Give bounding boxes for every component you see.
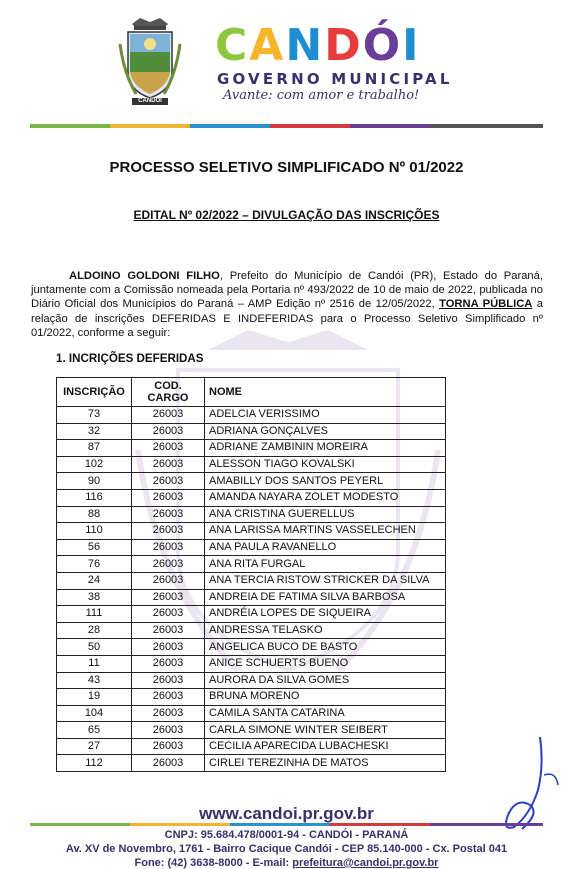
cell-cod-cargo: 26003	[132, 407, 205, 424]
cell-inscricao: 32	[57, 423, 132, 440]
table-row	[57, 456, 446, 473]
cell-nome: AMANDA NAYARA ZOLET MODESTO	[205, 489, 446, 506]
footer-contact	[0, 857, 573, 869]
cell-inscricao: 73	[57, 407, 132, 424]
cell-cod-cargo: 26003	[132, 639, 205, 656]
table-row	[57, 606, 446, 623]
table-row	[57, 722, 446, 739]
cell-cod-cargo: 26003	[132, 738, 205, 755]
cell-cod-cargo: 26003	[132, 506, 205, 523]
cell-nome: CECILIA APARECIDA LUBACHESKI	[205, 738, 446, 755]
cell-inscricao: 11	[57, 655, 132, 672]
cell-nome: BRUNA MORENO	[205, 689, 446, 706]
cell-nome: ADRIANA GONÇALVES	[205, 423, 446, 440]
cell-nome: AURORA DA SILVA GOMES	[205, 672, 446, 689]
brand-slogan: Avante: com amor e trabalho!	[223, 88, 420, 103]
intro-text-2: a relação de inscrições DEFERIDAS E INDEFERIDAS para o Processo Seletivo Simplificado nº 01/2022, conforme a seguir:	[31, 298, 543, 339]
brand-logo	[215, 20, 453, 106]
cell-inscricao: 43	[57, 672, 132, 689]
footer-email-link[interactable]: prefeitura@candoi.pr.gov.br	[292, 857, 439, 869]
cell-cod-cargo: 26003	[132, 705, 205, 722]
footer-phone: Fone: (42) 3638-8000 - E-mail:	[134, 857, 293, 869]
mayor-name: ALDOINO GOLDONI FILHO	[69, 270, 220, 282]
footer-color-rule	[30, 823, 543, 826]
inscriptions-table	[56, 377, 446, 772]
brand-subtitle: GOVERNO MUNICIPAL	[217, 70, 453, 88]
cell-cod-cargo: 26003	[132, 572, 205, 589]
cell-cod-cargo: 26003	[132, 423, 205, 440]
cell-cod-cargo: 26003	[132, 589, 205, 606]
cell-cod-cargo: 26003	[132, 489, 205, 506]
cell-nome: ANGELICA BUCO DE BASTO	[205, 639, 446, 656]
intro-text-1: , Prefeito do Município de Candói (PR), Estado do Paraná, juntamente com a Comissão nomeada pela Portaria nº 493/2022 de 10 de maio de 2022, publicada no Diário Oficial dos Municípios do Paraná – AMP Edição nº 2516 de 12/05/2022,	[31, 270, 543, 311]
cell-inscricao: 102	[57, 456, 132, 473]
column-header-cod-cargo: COD. CARGO	[132, 378, 205, 407]
table-row	[57, 689, 446, 706]
brand-wordmark	[215, 22, 421, 70]
cell-inscricao: 65	[57, 722, 132, 739]
brand-letter: Ó	[362, 20, 403, 71]
cell-inscricao: 112	[57, 755, 132, 772]
table-row	[57, 672, 446, 689]
cell-nome: ANDRÉIA LOPES DE SIQUEIRA	[205, 606, 446, 623]
table-header-row	[57, 378, 446, 407]
cell-nome: ADELCIA VERISSIMO	[205, 407, 446, 424]
table-row	[57, 738, 446, 755]
table-row	[57, 622, 446, 639]
cell-cod-cargo: 26003	[132, 523, 205, 540]
brand-letter: A	[249, 20, 286, 71]
table-row	[57, 489, 446, 506]
intro-emphasis: TORNA PÚBLICA	[439, 298, 533, 311]
table-row	[57, 572, 446, 589]
cell-nome: ALESSON TIAGO KOVALSKI	[205, 456, 446, 473]
cell-cod-cargo: 26003	[132, 556, 205, 573]
cell-cod-cargo: 26003	[132, 606, 205, 623]
footer-address: Av. XV de Novembro, 1761 - Bairro Cacique Candói - CEP 85.140-000 - Cx. Postal 041	[65, 843, 508, 855]
municipal-crest-icon	[118, 14, 182, 106]
cell-cod-cargo: 26003	[132, 440, 205, 457]
cell-inscricao: 24	[57, 572, 132, 589]
cell-nome: CAMILA SANTA CATARINA	[205, 705, 446, 722]
cell-nome: ANA CRISTINA GUERELLUS	[205, 506, 446, 523]
footer-cnpj: CNPJ: 95.684.478/0001-94 - CANDÓI - PARANÁ	[164, 829, 409, 841]
cell-inscricao: 88	[57, 506, 132, 523]
cell-inscricao: 27	[57, 738, 132, 755]
table-row	[57, 655, 446, 672]
cell-cod-cargo: 26003	[132, 456, 205, 473]
section-heading: 1. INCRIÇÕES DEFERIDAS	[56, 352, 204, 365]
cell-inscricao: 56	[57, 539, 132, 556]
cell-inscricao: 38	[57, 589, 132, 606]
cell-cod-cargo: 26003	[132, 672, 205, 689]
table-row	[57, 407, 446, 424]
table-row	[57, 473, 446, 490]
cell-nome: CIRLEI TEREZINHA DE MATOS	[205, 755, 446, 772]
crest-label: CANDÓI	[138, 98, 162, 104]
cell-nome: ANA RITA FURGAL	[205, 556, 446, 573]
cell-nome: CARLA SIMONE WINTER SEIBERT	[205, 722, 446, 739]
table-row	[57, 556, 446, 573]
cell-cod-cargo: 26003	[132, 473, 205, 490]
table-row	[57, 506, 446, 523]
table-body	[57, 407, 446, 772]
table-row	[57, 639, 446, 656]
column-header-inscricao: INSCRIÇÃO	[57, 378, 132, 407]
table-row	[57, 523, 446, 540]
edital-heading: EDITAL Nº 02/2022 – DIVULGAÇÃO DAS INSCRIÇÕES	[133, 208, 440, 222]
cell-cod-cargo: 26003	[132, 622, 205, 639]
table-row	[57, 755, 446, 772]
footer-url: www.candoi.pr.gov.br	[199, 804, 374, 823]
brand-letter: D	[324, 20, 363, 71]
cell-nome: ANDREIA DE FATIMA SILVA BARBOSA	[205, 589, 446, 606]
cell-inscricao: 76	[57, 556, 132, 573]
cell-inscricao: 116	[57, 489, 132, 506]
table-row	[57, 440, 446, 457]
brand-letter: C	[215, 20, 250, 71]
header-color-rule	[30, 124, 543, 128]
table-row	[57, 589, 446, 606]
column-header-nome: NOME	[205, 378, 446, 407]
cell-nome: ANICE SCHUERTS BUENO	[205, 655, 446, 672]
cell-nome: ANA TERCIA RISTOW STRICKER DA SILVA	[205, 572, 446, 589]
table-row	[57, 705, 446, 722]
cell-nome: AMABILLY DOS SANTOS PEYERL	[205, 473, 446, 490]
cell-inscricao: 90	[57, 473, 132, 490]
cell-inscricao: 50	[57, 639, 132, 656]
cell-inscricao: 19	[57, 689, 132, 706]
cell-cod-cargo: 26003	[132, 722, 205, 739]
cell-inscricao: 111	[57, 606, 132, 623]
cell-inscricao: 87	[57, 440, 132, 457]
cell-nome: ADRIANE ZAMBININ MOREIRA	[205, 440, 446, 457]
brand-letter: N	[285, 20, 325, 71]
cell-cod-cargo: 26003	[132, 755, 205, 772]
intro-paragraph	[31, 269, 543, 340]
brand-letter: I	[402, 20, 421, 71]
cell-nome: ANDRESSA TELASKO	[205, 622, 446, 639]
cell-nome: ANA LARISSA MARTINS VASSELECHEN	[205, 523, 446, 540]
cell-cod-cargo: 26003	[132, 655, 205, 672]
cell-cod-cargo: 26003	[132, 689, 205, 706]
document-title: PROCESSO SELETIVO SIMPLIFICADO Nº 01/2022	[109, 159, 464, 176]
table-row	[57, 539, 446, 556]
cell-inscricao: 110	[57, 523, 132, 540]
table-row	[57, 423, 446, 440]
cell-nome: ANA PAULA RAVANELLO	[205, 539, 446, 556]
cell-cod-cargo: 26003	[132, 539, 205, 556]
cell-inscricao: 104	[57, 705, 132, 722]
cell-inscricao: 28	[57, 622, 132, 639]
